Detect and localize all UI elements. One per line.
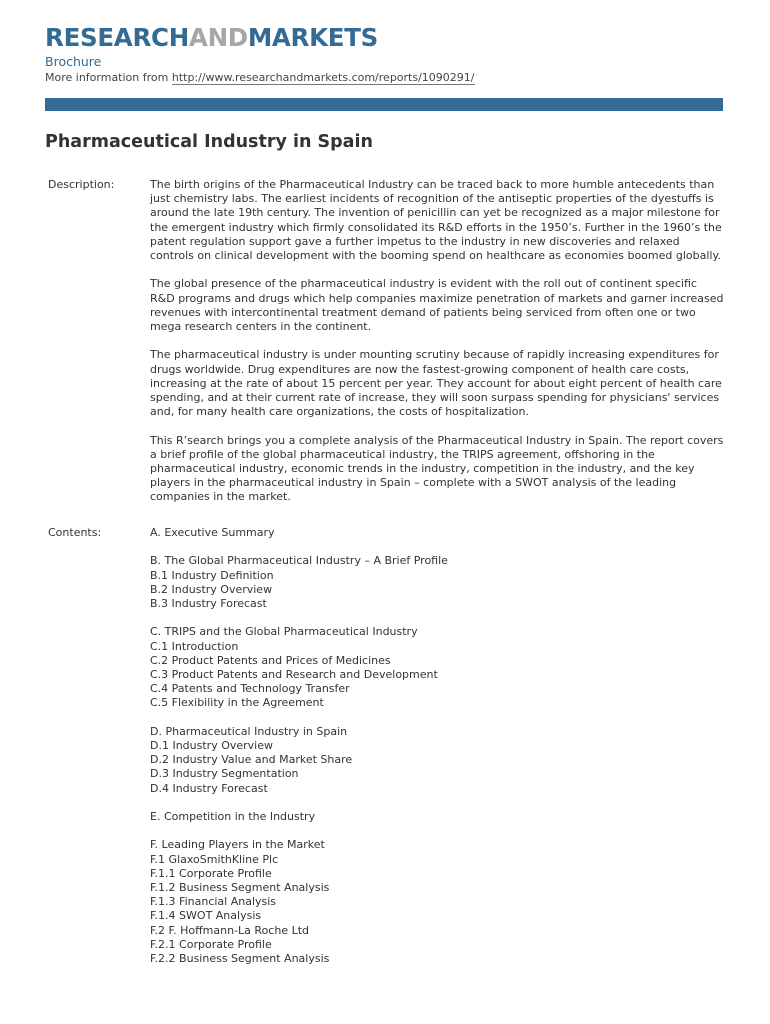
contents-item: F.2.1 Corporate Profile — [150, 937, 272, 951]
contents-heading: F. Leading Players in the Market — [150, 838, 325, 852]
description-label: Description: — [48, 178, 115, 191]
description-body — [150, 178, 725, 519]
contents-section — [150, 554, 710, 611]
contents-item: F.2 F. Hoffmann-La Roche Ltd — [150, 923, 310, 937]
contents-item: D.2 Industry Value and Market Share — [150, 753, 353, 767]
contents-section — [150, 625, 710, 710]
contents-item: C.4 Patents and Technology Transfer — [150, 682, 350, 696]
contents-item: C.2 Product Patents and Prices of Medicines — [150, 653, 391, 667]
more-info-prefix: More information from — [45, 71, 172, 84]
contents-item: F.2.2 Business Segment Analysis — [150, 952, 330, 966]
description-paragraph: The birth origins of the Pharmaceutical Industry can be traced back to more humble antecedents than just chemistry labs. The earliest incidents of recognition of the antiseptic properties of the dyestuffs is around the late 19th century. The invention of penicillin can yet be recognized as a major milestone for the emergent industry which firmly consolidated its R&D efforts in the 1950’s. Further in the 1960’s the patent regulation support gave a further impetus to the industry in new discoveries and relaxed controls on clinical development with the booming spend on healthcare as economies boomed globally. — [150, 178, 722, 263]
description-paragraph: The pharmaceutical industry is under mounting scrutiny because of rapidly increasing expenditures for drugs worldwide. Drug expenditures are now the fastest-growing component of health care costs, increasing at the rate of about 15 percent per year. They account for about eight percent of health care spending, and at their current rate of increase, they will soon surpass spending for physicians' services and, for many health care organizations, the costs of hospitalization. — [150, 348, 722, 419]
description-paragraph: The global presence of the pharmaceutical industry is evident with the roll out of continent specific R&D programs and drugs which help companies maximize penetration of markets and garner increased revenues with intercontinental treatment demand of patients being serviced from often one or two mega research centers in the continent. — [150, 277, 724, 334]
logo-markets: MARKETS — [247, 23, 378, 52]
contents-section — [150, 725, 710, 796]
contents-item: B.3 Industry Forecast — [150, 597, 267, 610]
contents-heading: A. Executive Summary — [150, 526, 275, 539]
more-info-line — [45, 70, 475, 86]
contents-item: F.1.2 Business Segment Analysis — [150, 881, 330, 894]
header-divider-bar — [45, 98, 723, 111]
contents-item: F.1.4 SWOT Analysis — [150, 909, 262, 923]
contents-item: F.1 GlaxoSmithKline Plc — [150, 852, 279, 866]
contents-heading: B. The Global Pharmaceutical Industry – A Brief Profile — [150, 554, 448, 568]
contents-item: D.1 Industry Overview — [150, 739, 273, 752]
description-paragraph: This R’search brings you a complete analysis of the Pharmaceutical Industry in Spain. The report covers a brief profile of the global pharmaceutical industry, the TRIPS agreement, offshoring in the pharmaceutical industry, economic trends in the industry, competition in the industry, and the key players in the pharmaceutical industry in Spain – complete with a SWOT analysis of the leading companies in the market. — [150, 433, 724, 504]
contents-item: D.3 Industry Segmentation — [150, 767, 299, 781]
page-title: Pharmaceutical Industry in Spain — [45, 132, 373, 152]
contents-item: D.4 Industry Forecast — [150, 781, 268, 795]
brochure-label: Brochure — [45, 54, 102, 69]
logo-research: RESEARCH — [45, 23, 189, 52]
contents-section — [150, 810, 710, 824]
contents-item: B.1 Industry Definition — [150, 568, 274, 582]
logo-and: AND — [188, 23, 248, 52]
contents-heading: C. TRIPS and the Global Pharmaceutical Industry — [150, 625, 418, 639]
contents-item: C.3 Product Patents and Research and Development — [150, 668, 438, 681]
contents-item: F.1.3 Financial Analysis — [150, 895, 277, 909]
contents-list — [150, 526, 710, 980]
contents-item: C.1 Introduction — [150, 639, 239, 653]
contents-heading: D. Pharmaceutical Industry in Spain — [150, 724, 348, 738]
contents-label: Contents: — [48, 526, 102, 539]
report-url-link[interactable]: http://www.researchandmarkets.com/reports/1090291/ — [171, 71, 475, 84]
contents-heading: E. Competition in the Industry — [150, 810, 316, 823]
contents-item: B.2 Industry Overview — [150, 582, 273, 596]
contents-item: C.5 Flexibility in the Agreement — [150, 696, 324, 710]
contents-section — [150, 838, 710, 966]
contents-item: F.1.1 Corporate Profile — [150, 866, 272, 880]
researchandmarkets-logo[interactable] — [45, 23, 378, 53]
contents-section — [150, 526, 710, 540]
